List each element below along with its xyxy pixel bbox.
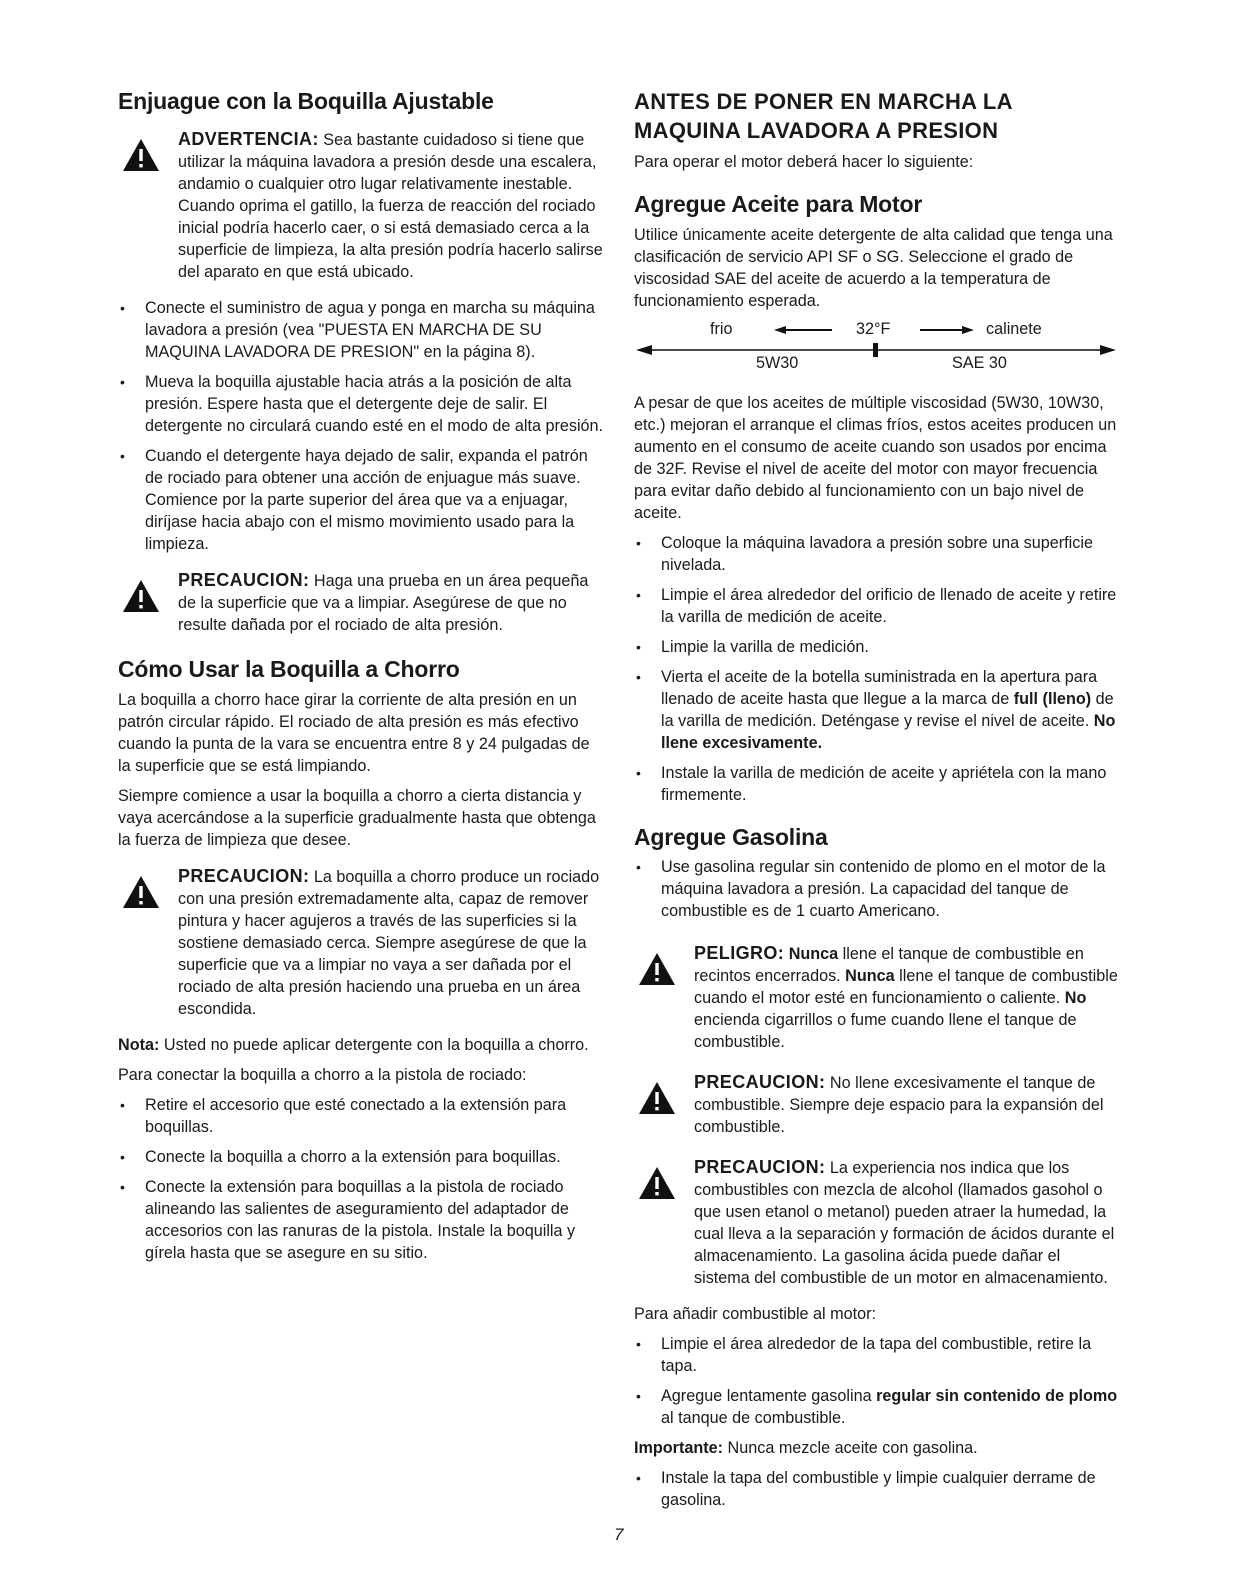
list-item: • Conecte la boquilla a chorro a la extensión para boquillas. (118, 1146, 606, 1168)
warning-triangle-icon (638, 1081, 676, 1115)
list-item: • Conecte el suministro de agua y ponga en marcha su máquina lavadora a presión (vea "PUESTA EN MARCHA DE SU MAQUINA LAVADORA DE PRESION" en la página 8). (118, 297, 606, 363)
list-item: • Instale la varilla de medición de aceite y apriétela con la mano firmemente. (634, 762, 1120, 806)
note: Nota: Usted no puede aplicar detergente con la boquilla a chorro. (118, 1035, 589, 1054)
caution-text: PRECAUCION: La experiencia nos indica que los combustibles con mezcla de alcohol (llamados gasohol o que usen etanol o metanol) pueden atraer la humedad, la cual lleva a la separación y formación de ácidos durante el almacenamiento. La gasolina ácida puede dañar el sistema del combustible de un motor en almacenamiento. (694, 1157, 1115, 1288)
gas-heading: Agregue Gasolina (634, 823, 828, 850)
caution-text: PRECAUCION: No llene excesivamente el tanque de combustible. Siempre deje espacio para la expansión del combustible. (694, 1072, 1104, 1137)
cold-label: frio (710, 319, 733, 338)
jet-paragraph-1: La boquilla a chorro hace girar la corriente de alta presión en un patrón circular rápido. El rociado de alta presión es más efectivo cuando la punta de la vara se encuentra entre 8 y 24 pulgadas de la superficie que se está limpiando. (118, 690, 590, 775)
caution-label: PRECAUCION: (178, 865, 310, 886)
danger-block (634, 942, 1120, 1053)
left-column (118, 88, 606, 1272)
important-note: Importante: Nunca mezcle aceite con gasolina. (634, 1439, 978, 1458)
list-item: • Limpie el área alrededor del orificio de llenado de aceite y retire la varilla de medición de aceite. (634, 584, 1120, 628)
fuel-intro: Para añadir combustible al motor: (634, 1305, 877, 1324)
main-heading: ANTES DE PONER EN MARCHA LA MAQUINA LAVADORA A PRESION (634, 89, 1013, 143)
list-item: • Limpie la varilla de medición. (634, 636, 1120, 658)
list-item: • Limpie el área alrededor de la tapa del combustible, retire la tapa. (634, 1333, 1120, 1377)
fuel-steps (634, 1333, 1120, 1429)
caution-block (634, 1071, 1120, 1138)
list-item: • Coloque la máquina lavadora a presión sobre una superficie nivelada. (634, 532, 1120, 576)
warning-block (118, 128, 606, 283)
warning-triangle-icon (638, 1166, 676, 1200)
caution-text: PRECAUCION: La boquilla a chorro produce un rociado con una presión extremadamente alta, capaz de remover pintura y hacer agujeros a través de las superficies si la sostiene demasiado cerca. Siempre asegúrese de que la superficie que va a limpiar no vaya a ser dañada por el rociado de alta presión haciendo una prueba en un área escondida. (178, 865, 600, 1018)
warning-triangle-icon (122, 875, 160, 909)
warning-label: ADVERTENCIA: (178, 129, 319, 150)
right-column (634, 88, 1120, 1519)
rinse-steps (118, 297, 606, 555)
gas-steps (634, 856, 1120, 922)
connect-steps (118, 1094, 606, 1264)
jet-paragraph-2: Siempre comience a usar la boquilla a chorro a cierta distancia y vaya acercándose a la superficie gradualmente hasta que obtenga la fuerza de limpieza que desee. (118, 786, 596, 849)
warning-triangle-icon (122, 138, 160, 172)
caution-block (634, 1156, 1120, 1289)
list-item: • Mueva la boquilla ajustable hacia atrás a la posición de alta presión. Espere hasta que el detergente deje de salir. El detergente no circulará cuando esté en el modo de alta presión. (118, 371, 606, 437)
low-grade-label: 5W30 (756, 353, 799, 372)
list-item: • Agregue lentamente gasolina regular sin contenido de plomo al tanque de combustible. (634, 1385, 1120, 1429)
intro: Para operar el motor deberá hacer lo siguiente: (634, 153, 974, 172)
jet-heading: Cómo Usar la Boquilla a Chorro (118, 656, 460, 683)
list-item: • Cuando el detergente haya dejado de salir, expanda el patrón de rociado para obtener una acción de enjuague más suave. Comience por la parte superior del área que va a enjuagar, diríjase hacia abajo con el mismo movimiento usado para la limpieza. (118, 445, 606, 555)
list-item: • Retire el accesorio que esté conectado a la extensión para boquillas. (118, 1094, 606, 1138)
list-item: • Use gasolina regular sin contenido de plomo en el motor de la máquina lavadora a presión. La capacidad del tanque de combustible es de 1 cuarto Americano. (634, 856, 1120, 922)
warning-triangle-icon (122, 579, 160, 613)
temp-label: 32°F (856, 319, 891, 338)
rinse-heading: Enjuague con la Boquilla Ajustable (118, 88, 494, 114)
danger-label: PELIGRO: (694, 943, 785, 964)
high-grade-label: SAE 30 (952, 353, 1007, 372)
caution-block (118, 569, 606, 636)
warning-text: ADVERTENCIA: Sea bastante cuidadoso si tiene que utilizar la máquina lavadora a presión desde una escalera, andamio o cualquier otro lugar relativamente inestable. Cuando oprima el gatillo, la fuerza de reacción del rociado inicial podría hacerlo caer, o si está demasiado cerca a la superficie de limpieza, la alta presión podría hacerlo salirse del aparato en que está ubicado. (178, 129, 603, 282)
oil-viscosity-scale (634, 320, 1120, 378)
connect-intro: Para conectar la boquilla a chorro a la pistola de rociado: (118, 1065, 527, 1084)
caution-label: PRECAUCION: (694, 1072, 826, 1093)
scale-arrows (634, 320, 1120, 378)
warning-triangle-icon (638, 952, 676, 986)
list-item: • Vierta el aceite de la botella suministrada en la apertura para llenado de aceite hasta que llegue a la marca de full (lleno) de la varilla de medición. Deténgase y revise el nivel de aceite. No llene excesivamente. (634, 666, 1120, 754)
oil-paragraph-2: A pesar de que los aceites de múltiple viscosidad (5W30, 10W30, etc.) mejoran el arranque el climas fríos, estos aceites producen un aumento en el consumo de aceite cuando son usados por encima de 32F. Revise el nivel de aceite del motor con mayor frecuencia para evitar daño debido al funcionamiento con un bajo nivel de aceite. (634, 393, 1117, 522)
list-item: • Instale la tapa del combustible y limpie cualquier derrame de gasolina. (634, 1467, 1120, 1511)
hot-label: calinete (986, 319, 1042, 338)
page-number: 7 (614, 1525, 624, 1544)
oil-heading: Agregue Aceite para Motor (634, 191, 923, 218)
list-item: • Conecte la extensión para boquillas a la pistola de rociado alineando las salientes de aseguramiento del adaptador de accesorios con las ranuras de la pistola. Instale la boquilla y gírela hasta que se asegure en su sitio. (118, 1176, 606, 1264)
oil-steps (634, 532, 1120, 806)
caution-label: PRECAUCION: (178, 570, 310, 591)
oil-paragraph-1: Utilice únicamente aceite detergente de alta calidad que tenga una clasificación de servicio API SF o SG. Seleccione el grado de viscosidad SAE del aceite de acuerdo a la temperatura de funcionamiento esperada. (634, 225, 1113, 310)
caution-label: PRECAUCION: (694, 1157, 826, 1178)
danger-text: PELIGRO: Nunca llene el tanque de combustible en recintos encerrados. Nunca llene el tanque de combustible cuando el motor esté en funcionamiento o caliente. No encienda cigarrillos o fume cuando llene el tanque de combustible. (694, 943, 1118, 1052)
caution-block (118, 865, 606, 1020)
caution-text: PRECAUCION: Haga una prueba en un área pequeña de la superficie que va a limpiar. Asegúrese de que no resulte dañada por el rociado de alta presión. (178, 570, 589, 635)
fuel-steps-final (634, 1467, 1120, 1511)
